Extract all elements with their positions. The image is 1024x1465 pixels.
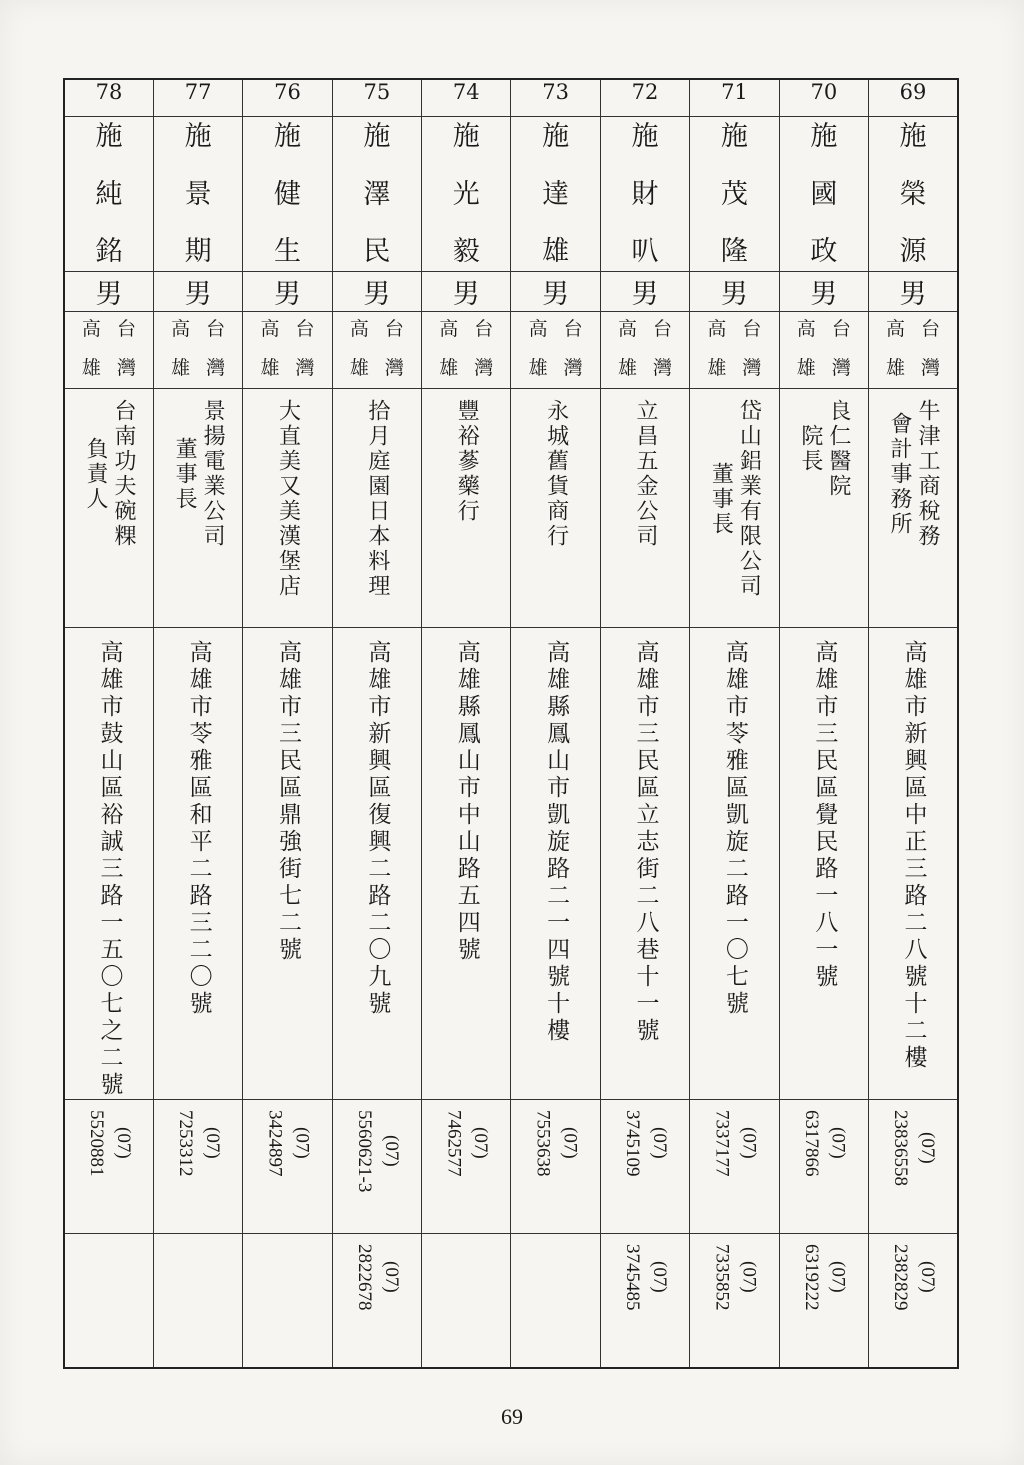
fax-number: 2822678 [353,1244,375,1311]
origin-char: 高 [81,318,101,340]
address [154,628,242,1018]
telephone [154,1100,242,1177]
origin-cell [422,312,511,389]
fax [780,1234,868,1311]
telephone [333,1100,421,1192]
gender: 男 [690,272,779,312]
origin-char: 台 [474,318,494,340]
occupation [780,389,868,499]
name-char: 施 [542,121,570,152]
fax-cell [869,1234,958,1369]
origin [780,312,868,378]
telephone [511,1100,599,1177]
member-name-cell [332,117,421,272]
name-char: 民 [363,236,391,267]
telephone-number: 5520881 [85,1110,107,1177]
entry-number: 74 [422,79,511,117]
occupation [333,389,421,599]
name-char: 國 [810,178,838,210]
occupation-cell [153,389,242,628]
occupation-line: 會計事務所 [887,411,912,537]
telephone-area-code: (07) [201,1127,223,1160]
fax-cell [64,1234,153,1369]
name-char: 叭 [631,236,659,267]
member-roster-table [63,78,959,1369]
occupation [154,389,242,549]
occupation [869,389,957,549]
row-index [64,79,958,117]
occupation-cell [64,389,153,628]
origin-char: 灣 [563,357,583,379]
origin-cell [779,312,868,389]
address-text: 高雄市新興區復興二路二〇九號 [364,640,391,1018]
origin-char: 雄 [885,357,905,379]
occupation [243,389,331,599]
address-cell [422,628,511,1100]
address [422,628,510,964]
origin-char: 灣 [831,357,851,379]
member-name [154,117,242,265]
name-char: 施 [720,121,748,152]
address-cell [779,628,868,1100]
origin-char: 雄 [618,357,638,379]
origin [601,312,689,378]
name-char: 光 [452,178,480,210]
telephone-number: 3745109 [622,1110,644,1177]
telephone-area-code: (07) [738,1127,760,1160]
occupation-cell [243,389,332,628]
member-name [690,117,778,265]
address-text: 高雄市苓雅區和平二路三二〇號 [185,640,212,1018]
origin [243,312,331,378]
entry-number: 71 [690,79,779,117]
row-telephone [64,1100,958,1234]
occupation [690,389,778,599]
address-cell [511,628,600,1100]
origin-column [171,320,190,378]
origin-column [82,320,101,378]
address-cell [153,628,242,1100]
origin-column [529,320,548,378]
fax-cell [153,1234,242,1369]
address-text: 高雄市三民區立志街二八巷十一號 [632,640,659,1045]
origin-column [832,320,851,378]
origin-char: 台 [206,318,226,340]
name-char: 施 [810,121,838,152]
fax-cell [690,1234,779,1369]
telephone-cell [153,1100,242,1234]
origin-char: 台 [653,318,673,340]
origin-char: 雄 [439,357,459,379]
address-text: 高雄市苓雅區凱旋二路一〇七號 [721,640,748,1018]
occupation-cell [511,389,600,628]
origin-char: 灣 [921,357,941,379]
origin-cell [332,312,421,389]
origin-cell [690,312,779,389]
name-char: 施 [273,121,301,152]
origin-char: 雄 [81,357,101,379]
telephone-area-code: (07) [916,1132,938,1164]
origin-char: 台 [831,318,851,340]
origin [333,312,421,378]
member-name [65,117,153,265]
fax-cell [779,1234,868,1369]
occupation-line: 台南功夫碗粿 [110,399,136,549]
origin-cell [600,312,689,389]
occupation-cell [690,389,779,628]
gender: 男 [243,272,332,312]
origin-cell [153,312,242,389]
origin-char: 雄 [349,357,369,379]
origin-cell [243,312,332,389]
origin-cell [869,312,958,389]
name-char: 茂 [720,178,748,210]
telephone-area-code: (07) [559,1127,581,1160]
name-char: 施 [95,121,123,152]
occupation-line: 景揚電業公司 [200,399,226,549]
row-name [64,117,958,272]
member-name [333,117,421,265]
telephone-cell [243,1100,332,1234]
fax-cell [422,1234,511,1369]
occupation-line: 大直美又美漢堡店 [275,399,301,599]
row-address [64,628,958,1100]
occupation-line: 良仁醫院 [825,399,851,499]
fax-cell [332,1234,421,1369]
fax-number: 6319222 [800,1244,822,1311]
row-origin [64,312,958,389]
address-cell [332,628,421,1100]
member-name-cell [64,117,153,272]
origin-char: 高 [260,318,280,340]
telephone [65,1100,153,1177]
occupation-line: 立昌五金公司 [633,399,659,549]
origin-char: 高 [618,318,638,340]
origin-char: 雄 [260,357,280,379]
member-name [780,117,868,265]
telephone-number: 7553638 [532,1110,554,1177]
origin-column [742,320,761,378]
fax-number: 7335852 [711,1244,733,1311]
fax-number: 3745485 [622,1244,644,1311]
address [511,628,599,1045]
row-fax [64,1234,958,1369]
origin-column [564,320,583,378]
origin-char: 雄 [528,357,548,379]
telephone-cell [422,1100,511,1234]
fax-cell [511,1234,600,1369]
fax [154,1234,242,1244]
row-gender [64,272,958,312]
occupation [422,389,510,524]
origin-char: 灣 [474,357,494,379]
origin-column [350,320,369,378]
address [333,628,421,1018]
member-name [511,117,599,265]
name-char: 施 [184,121,212,152]
origin-char: 灣 [384,357,404,379]
gender: 男 [600,272,689,312]
gender: 男 [332,272,421,312]
fax [869,1234,957,1311]
telephone-cell [511,1100,600,1234]
address-text: 高雄市鼓山區裕誠三路一五〇七之二號 [96,640,123,1099]
origin-char: 台 [295,318,315,340]
occupation [511,389,599,549]
name-char: 施 [631,121,659,152]
origin-char: 高 [171,318,191,340]
telephone-cell [64,1100,153,1234]
telephone-number: 7337177 [711,1110,733,1177]
name-char: 澤 [363,178,391,210]
origin [422,312,510,378]
member-name-cell [869,117,958,272]
entry-number: 75 [332,79,421,117]
member-name-cell [600,117,689,272]
origin [690,312,778,378]
origin-char: 高 [528,318,548,340]
telephone-number: 23836558 [890,1110,911,1186]
origin-column [886,320,905,378]
origin-char: 台 [742,318,762,340]
origin [511,312,599,378]
origin-char: 台 [116,318,136,340]
occupation-line: 負責人 [82,436,108,512]
origin-char: 高 [707,318,727,340]
telephone-area-code: (07) [648,1127,670,1160]
origin-column [921,320,940,378]
telephone-cell [869,1100,958,1234]
fax [601,1234,689,1311]
fax-area-code: (07) [648,1261,670,1294]
origin-cell [64,312,153,389]
fax [65,1234,153,1244]
origin-column [260,320,279,378]
address [690,628,778,1018]
member-name [601,117,689,265]
telephone-cell [332,1100,421,1234]
address-cell [869,628,958,1100]
name-char: 景 [184,178,212,210]
telephone-area-code: (07) [291,1127,313,1160]
occupation-line: 董事長 [708,461,734,537]
telephone-number: 6317866 [800,1110,822,1177]
name-char: 源 [899,236,927,267]
entry-number: 69 [869,79,958,117]
member-name [869,117,957,265]
origin-column [618,320,637,378]
gender: 男 [869,272,958,312]
origin-char: 台 [563,318,583,340]
telephone-cell [600,1100,689,1234]
fax-area-code: (07) [738,1261,760,1294]
origin-char: 高 [439,318,459,340]
origin [154,312,242,378]
occupation-line: 院長 [797,424,823,474]
name-char: 雄 [542,236,570,267]
telephone [243,1100,331,1177]
address [65,628,153,1099]
origin [65,312,153,378]
occupation-cell [779,389,868,628]
address-text: 高雄市新興區中正三路二八號十二樓 [900,640,927,1072]
origin [869,312,957,378]
telephone-area-code: (07) [380,1135,402,1167]
gender: 男 [64,272,153,312]
occupation [65,389,153,549]
occupation-cell [332,389,421,628]
origin-column [707,320,726,378]
occupation-line: 拾月庭園日本料理 [364,399,390,599]
fax [511,1234,599,1244]
name-char: 生 [273,236,301,267]
telephone-cell [690,1100,779,1234]
gender: 男 [779,272,868,312]
entry-number: 73 [511,79,600,117]
telephone-area-code: (07) [112,1127,134,1160]
telephone-number: 7253312 [175,1110,197,1177]
fax-cell [600,1234,689,1369]
origin-char: 台 [921,318,941,340]
origin-char: 灣 [206,357,226,379]
telephone-area-code: (07) [470,1127,492,1160]
telephone [869,1100,957,1186]
occupation-line: 岱山鋁業有限公司 [736,399,762,599]
name-char: 健 [273,178,301,210]
member-name-cell [243,117,332,272]
address [243,628,331,964]
fax-area-code: (07) [916,1261,938,1294]
entry-number: 76 [243,79,332,117]
member-name-cell [779,117,868,272]
fax-area-code: (07) [827,1261,849,1294]
telephone [601,1100,689,1177]
page-number: 69 [501,1404,523,1429]
address [601,628,689,1045]
address [780,628,868,991]
member-name-cell [511,117,600,272]
fax-number: 2382829 [890,1244,911,1311]
member-name [422,117,510,265]
occupation-cell [600,389,689,628]
origin-column [439,320,458,378]
origin-char: 雄 [707,357,727,379]
name-char: 施 [899,121,927,152]
address-cell [64,628,153,1100]
fax [333,1234,421,1311]
address-text: 高雄縣鳳山市中山路五四號 [453,640,480,964]
occupation-line: 牛津工商稅務 [915,399,940,549]
origin-column [474,320,493,378]
telephone-cell [779,1100,868,1234]
member-name [243,117,331,265]
telephone [422,1100,510,1177]
origin-column [295,320,314,378]
name-char: 純 [95,178,123,210]
address-text: 高雄市三民區覺民路一八一號 [811,640,838,991]
name-char: 施 [452,121,480,152]
origin-char: 台 [384,318,404,340]
name-char: 達 [542,178,570,210]
origin-char: 雄 [171,357,191,379]
address [869,628,957,1072]
origin-column [653,320,672,378]
gender: 男 [511,272,600,312]
gender: 男 [422,272,511,312]
origin-char: 高 [885,318,905,340]
occupation-line: 豐裕蔘藥行 [454,399,480,524]
telephone-number: 5560621-3 [353,1110,375,1193]
member-name-cell [422,117,511,272]
address-text: 高雄縣鳳山市凱旋路二一四號十樓 [543,640,570,1045]
entry-number: 78 [64,79,153,117]
name-char: 政 [810,236,838,267]
origin-char: 高 [349,318,369,340]
name-char: 財 [631,178,659,210]
name-char: 隆 [720,236,748,267]
member-name-cell [690,117,779,272]
telephone [690,1100,778,1177]
member-name-cell [153,117,242,272]
fax [422,1234,510,1244]
origin-char: 灣 [742,357,762,379]
row-occupation [64,389,958,628]
address-cell [600,628,689,1100]
origin-column [797,320,816,378]
name-char: 榮 [899,178,927,210]
occupation-cell [422,389,511,628]
telephone [780,1100,868,1177]
origin-column [385,320,404,378]
name-char: 銘 [95,236,123,267]
origin-char: 灣 [295,357,315,379]
name-char: 期 [184,236,212,267]
occupation [601,389,689,549]
entry-number: 70 [779,79,868,117]
origin-char: 高 [796,318,816,340]
occupation-line: 永城舊貨商行 [543,399,569,549]
name-char: 毅 [452,236,480,267]
address-cell [243,628,332,1100]
fax [243,1234,331,1244]
occupation-cell [869,389,958,628]
entry-number: 72 [600,79,689,117]
origin-column [117,320,136,378]
origin-char: 灣 [653,357,673,379]
entry-number: 77 [153,79,242,117]
telephone-number: 7462577 [443,1110,465,1177]
origin-column [206,320,225,378]
origin-char: 灣 [116,357,136,379]
name-char: 施 [363,121,391,152]
occupation-line: 董事長 [172,436,198,512]
address-cell [690,628,779,1100]
address-text: 高雄市三民區鼎強街七二號 [274,640,301,964]
origin-cell [511,312,600,389]
telephone-area-code: (07) [827,1127,849,1160]
telephone-number: 3424897 [264,1110,286,1177]
fax-area-code: (07) [380,1261,402,1294]
fax [690,1234,778,1311]
gender: 男 [153,272,242,312]
fax-cell [243,1234,332,1369]
origin-char: 雄 [796,357,816,379]
